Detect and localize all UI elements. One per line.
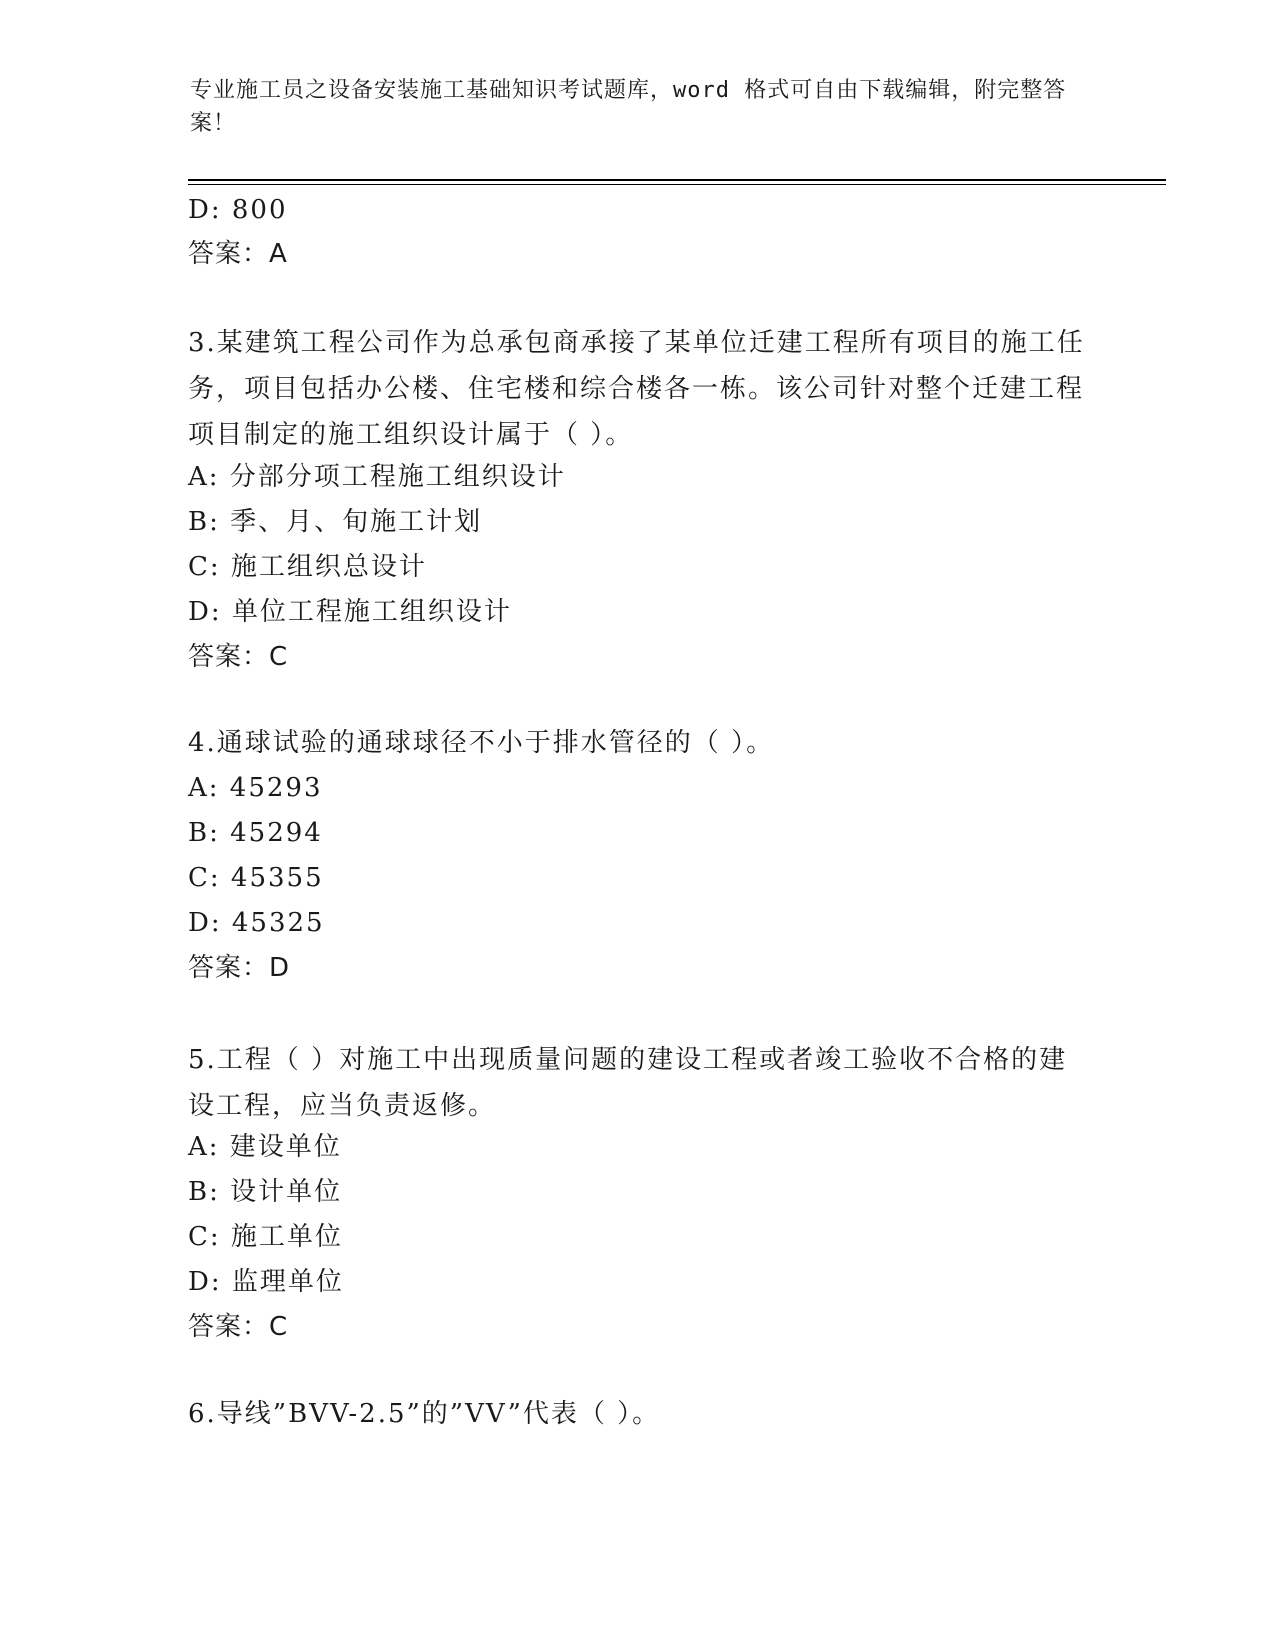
question-3-option-c: C: 施工组织总设计 [188,552,427,582]
question-5-option-b: B: 设计单位 [188,1177,343,1207]
question-3-option-b: B: 季、月、旬施工计划 [188,507,483,537]
question-5-option-c: C: 施工单位 [188,1222,343,1252]
question-4-stem: 4.通球试验的通球球径不小于排水管径的（ ）。 [188,728,775,758]
question-5-stem: 5.工程（ ）对施工中出现质量问题的建设工程或者竣工验收不合格的建设工程，应当负责返修。 [188,1045,1068,1121]
header-divider-thick [188,179,1166,181]
question-5-answer: 答案：C [188,1312,289,1342]
prev-question-option-d: D: 800 [188,195,288,225]
header-divider-thin [188,184,1166,185]
prev-question-answer: 答案：A [188,239,288,269]
question-5-option-a: A: 建设单位 [188,1132,342,1162]
document-header: 专业施工员之设备安装施工基础知识考试题库，word 格式可自由下载编辑，附完整答案！ [190,78,1067,136]
question-4-option-b: B: 45294 [188,818,323,848]
question-4-option-d: D: 45325 [188,908,325,938]
question-3-answer: 答案：C [188,642,289,672]
question-4-option-c: C: 45355 [188,863,324,893]
question-3-option-d: D: 单位工程施工组织设计 [188,597,512,627]
question-6-stem: 6.导线”BVV-2.5”的”VV”代表（ ）。 [188,1399,661,1429]
question-3-stem: 3.某建筑工程公司作为总承包商承接了某单位迁建工程所有项目的施工任务，项目包括办公楼、住宅楼和综合楼各一栋。该公司针对整个迁建工程项目制定的施工组织设计属于（ ）。 [188,328,1085,450]
question-4-answer: 答案：D [188,953,291,983]
question-4-option-a: A: 45293 [188,773,323,803]
question-3-option-a: A: 分部分项工程施工组织设计 [188,462,566,492]
question-5-option-d: D: 监理单位 [188,1267,344,1297]
